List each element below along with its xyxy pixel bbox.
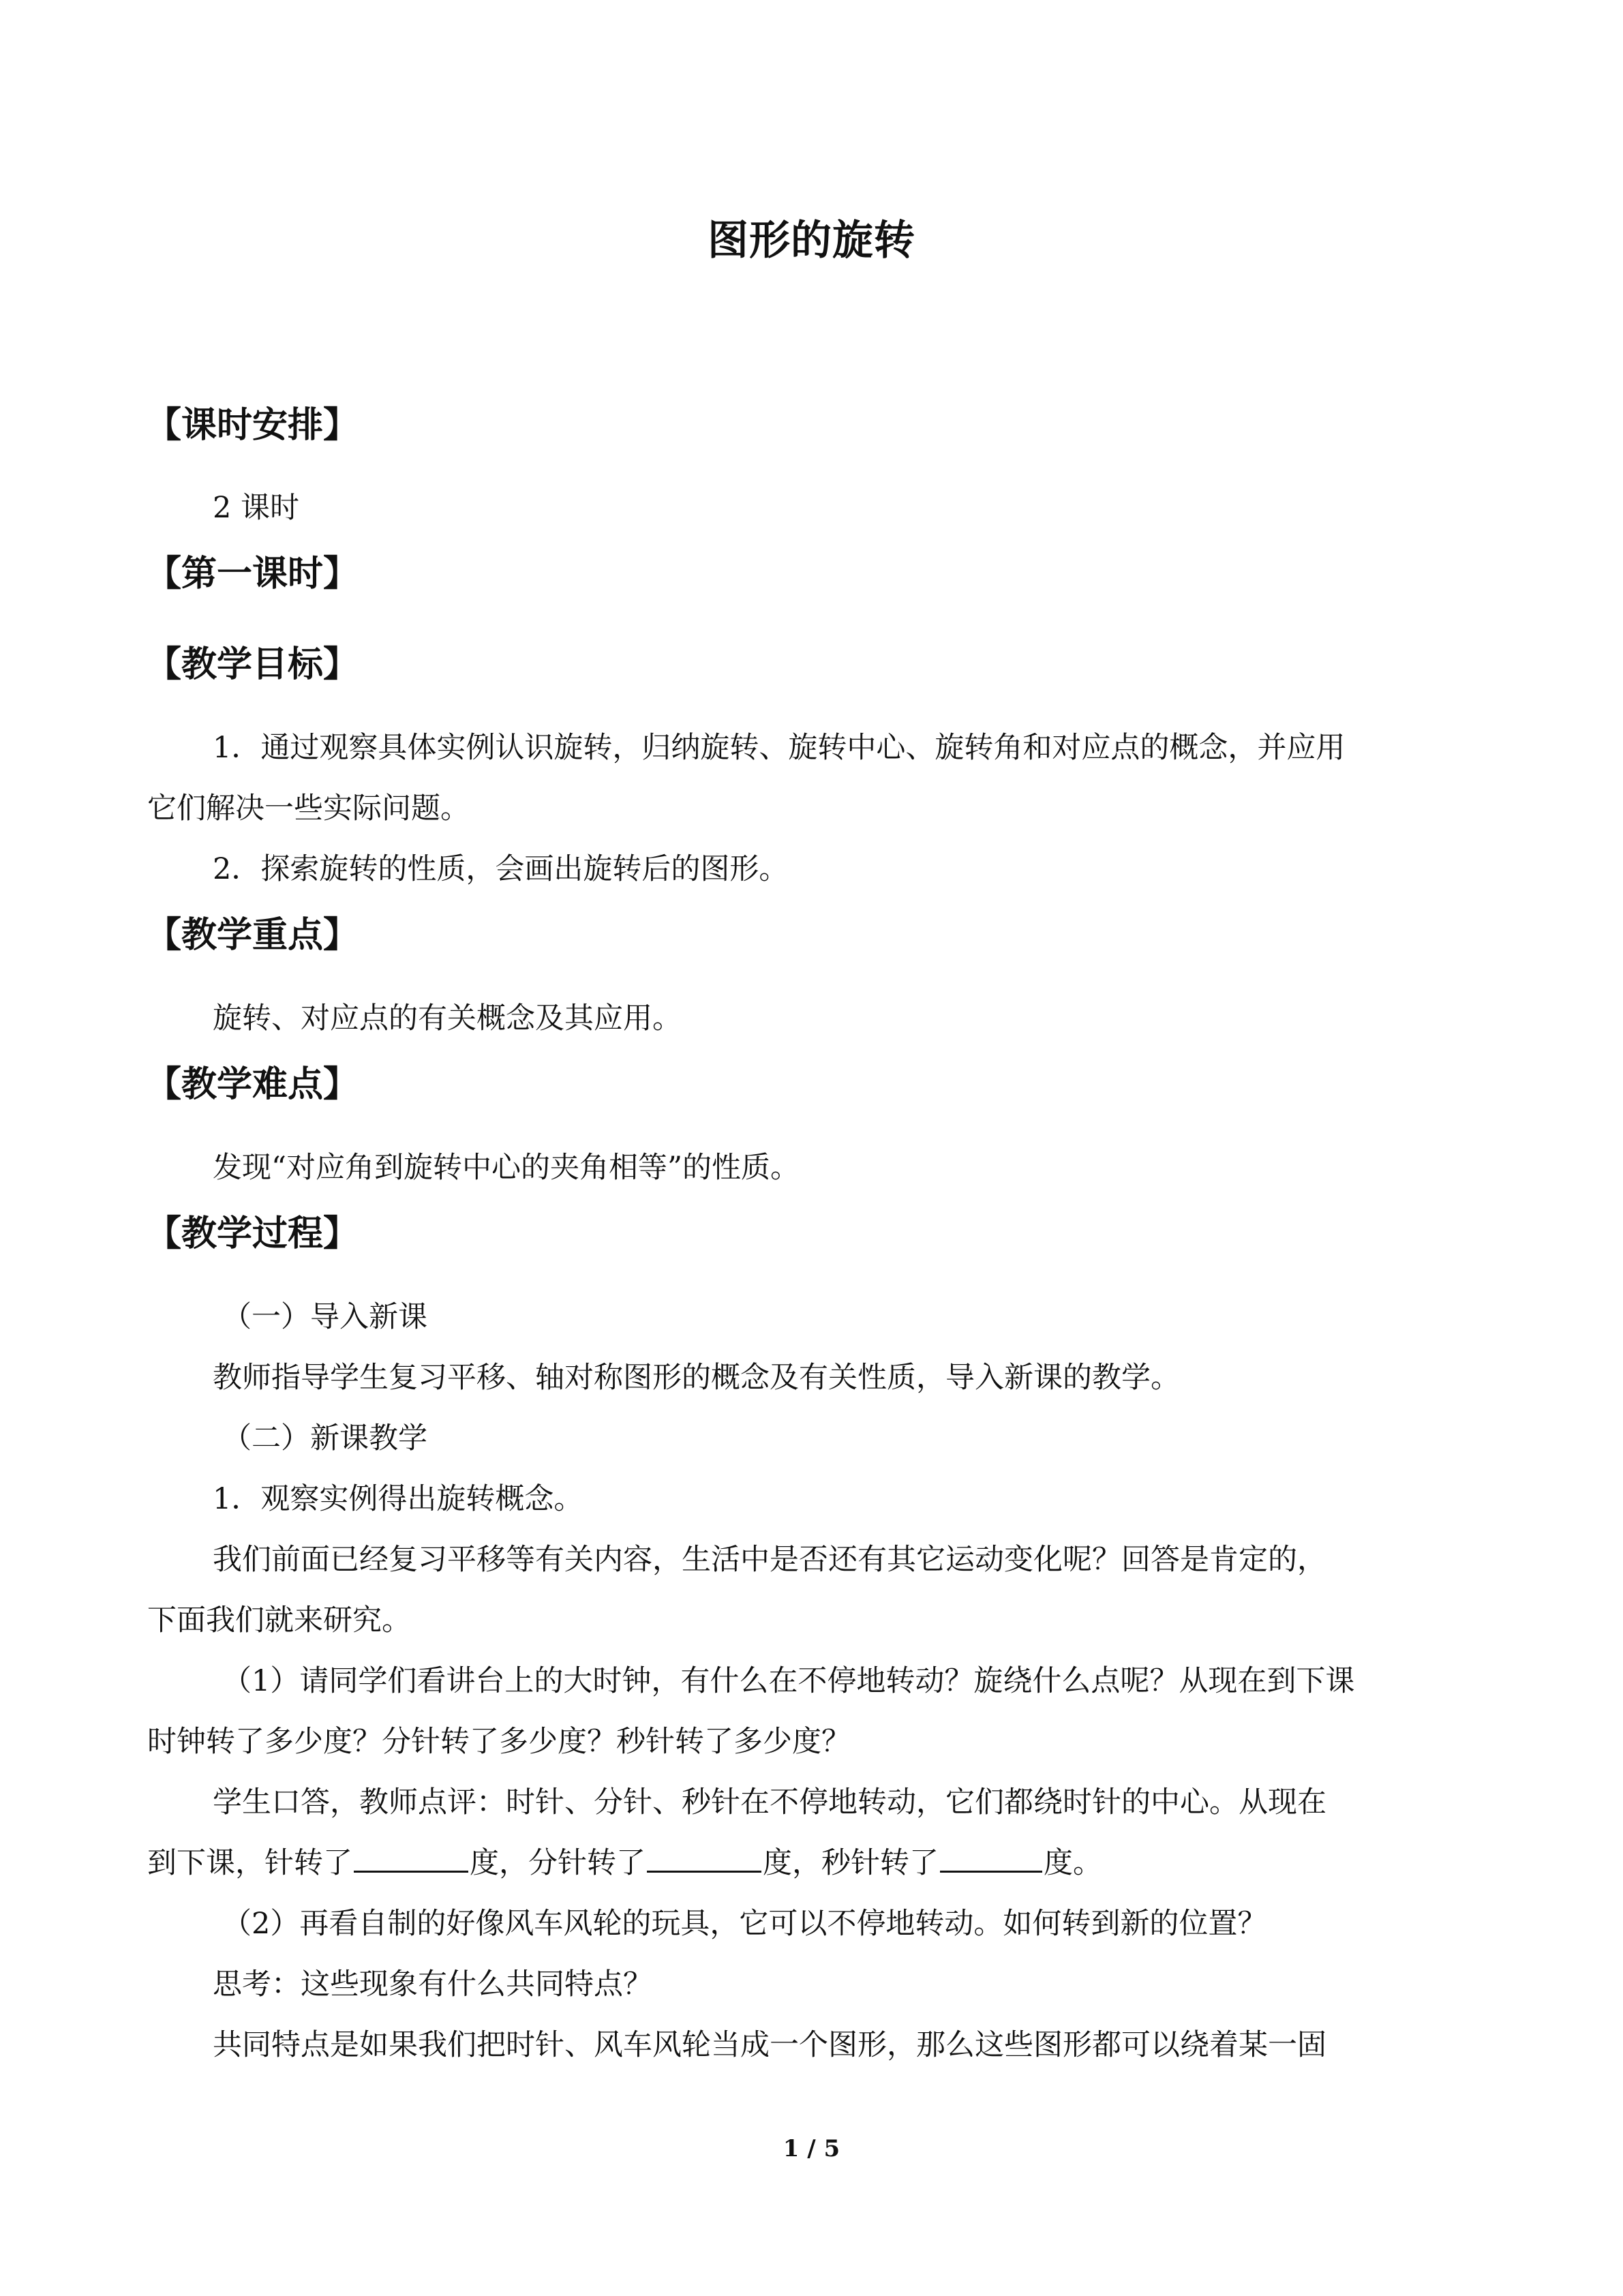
heading-schedule: 【课时安排】 (146, 405, 359, 446)
answer-line-1: 学生口答，教师点评：时针、分针、秒针在不停地转动，它们都绕时针的中心。从现在 (213, 1785, 1326, 1819)
paragraph-1-line-2: 下面我们就来研究。 (147, 1603, 411, 1637)
part-1-title: （一）导入新课 (222, 1300, 427, 1334)
heading-first-lesson: 【第一课时】 (146, 554, 359, 594)
paragraph-1-line-1: 我们前面已经复习平移等有关内容，生活中是否还有其它运动变化呢？回答是肯定的， (213, 1543, 1326, 1577)
objective-1-line-2: 它们解决一些实际问题。 (147, 791, 470, 826)
answer-line-2-part-c: 度，秒针转了 (763, 1846, 939, 1880)
answer-line-2-part-a: 到下课，针转了 (147, 1846, 352, 1880)
question-1-line-1: （1）请同学们看讲台上的大时钟，有什么在不停地转动？旋绕什么点呢？从现在到下课 (222, 1664, 1355, 1698)
heading-process: 【教学过程】 (146, 1213, 359, 1254)
part-1-text: 教师指导学生复习平移、轴对称图形的概念及有关性质，导入新课的教学。 (213, 1361, 1180, 1395)
common-feature-line-1: 共同特点是如果我们把时针、风车风轮当成一个图形，那么这些图形都可以绕着某一固 (213, 2028, 1326, 2062)
heading-objectives: 【教学目标】 (146, 644, 359, 685)
key-points-text: 旋转、对应点的有关概念及其应用。 (213, 1001, 682, 1036)
answer-line-2 (147, 1841, 1102, 1886)
difficulties-text: 发现“对应角到旋转中心的夹角相等”的性质。 (213, 1151, 800, 1185)
question-1-line-2: 时钟转了多少度？分针转了多少度？秒针转了多少度？ (147, 1725, 851, 1759)
schedule-text: 2 课时 (213, 491, 300, 525)
page-indicator: 1 / 5 (783, 2135, 840, 2162)
part-2-title: （二）新课教学 (222, 1421, 427, 1455)
objective-2: 2．探索旋转的性质，会画出旋转后的图形。 (213, 852, 789, 886)
think-question: 思考：这些现象有什么共同特点？ (213, 1967, 652, 2002)
answer-line-2-part-d: 度。 (1044, 1846, 1102, 1880)
fill-blank-3 (940, 1843, 1042, 1873)
question-2: （2）再看自制的好像风车风轮的玩具，它可以不停地转动。如何转到新的位置？ (222, 1907, 1267, 1941)
heading-difficulties: 【教学难点】 (146, 1064, 359, 1105)
answer-line-2-part-b: 度，分针转了 (470, 1846, 646, 1880)
document-title: 图形的旋转 (708, 217, 915, 265)
step-1-title: 1．观察实例得出旋转概念。 (213, 1482, 583, 1516)
fill-blank-2 (647, 1843, 761, 1873)
objective-1-line-1: 1．通过观察具体实例认识旋转，归纳旋转、旋转中心、旋转角和对应点的概念，并应用 (213, 731, 1346, 765)
heading-key-points: 【教学重点】 (146, 915, 359, 956)
fill-blank-1 (354, 1843, 468, 1873)
